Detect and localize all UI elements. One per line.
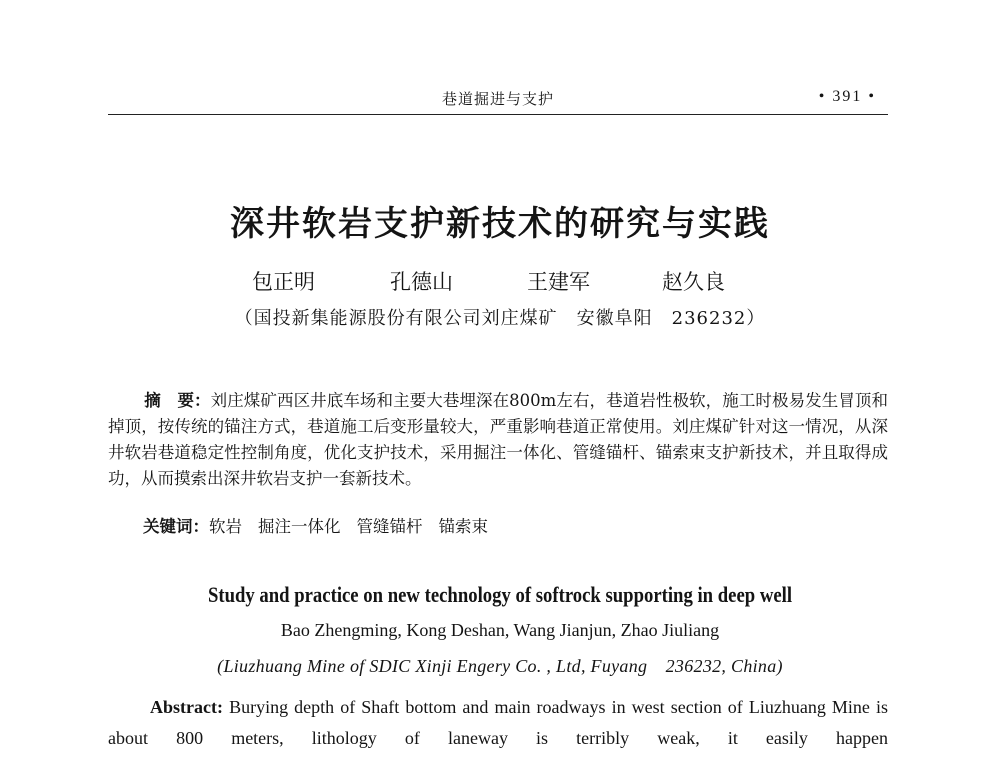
abstract-text-en: Burying depth of Shaft bottom and main roadways in west section of Liuzhuang Mine is about 800 meters, lithology of laneway is terribly weak, it easily happen [108, 697, 889, 748]
author-cn: 赵久良 [662, 270, 725, 294]
author-cn: 包正明 [252, 270, 315, 294]
affiliation-cn: （国投新集能源股份有限公司刘庄煤矿 安徽阜阳 236232） [234, 308, 766, 329]
keyword: 掘注一体化 [258, 517, 341, 536]
keyword: 锚索束 [438, 517, 488, 536]
authors-cn [252, 266, 752, 296]
paper-title-cn: 深井软岩支护新技术的研究与实践 [230, 204, 770, 244]
keyword: 管缝锚杆 [356, 517, 423, 536]
keyword: 软岩 [209, 517, 242, 536]
abstract-cn [108, 388, 888, 492]
running-header [108, 86, 888, 116]
header-rule [108, 114, 888, 115]
abstract-label-cn: 摘 要： [144, 391, 211, 410]
keywords-label-cn: 关键词： [143, 517, 209, 536]
paper-title-en: Study and practice on new technology of softrock supporting in deep well [207, 582, 793, 607]
affiliation-en: (Liuzhuang Mine of SDIC Xinji Engery Co. , Ltd, Fuyang 236232, China) [217, 656, 783, 676]
abstract-text-cn: 刘庄煤矿西区井底车场和主要大巷埋深在800m左右，巷道岩性极软，施工时极易发生冒顶和掉顶，按传统的锚注方式，巷道施工后变形量较大，严重影响巷道正常使用。刘庄煤矿针对这一情况，从深井软岩巷道稳定性控制角度，优化支护技术，采用掘注一体化、管缝锚杆、锚索束支护新技术，并且取得成功，从而摸索出深井软岩支护一套新技术。 [108, 391, 889, 488]
keywords-cn [143, 514, 843, 540]
authors-en: Bao Zhengming, Kong Deshan, Wang Jianjun, Zhao Jiuliang [280, 620, 720, 640]
abstract-en: Abstract: Burying depth of Shaft bottom and main roadways in west section of Liuzhuang Mine is about 800 meters, lithology of laneway is terribly weak, it easily happen [108, 697, 889, 748]
page-number: • 391 • [818, 88, 876, 105]
running-title: 巷道掘进与支护 [441, 90, 554, 108]
abstract-label-en: Abstract [150, 697, 217, 717]
author-cn: 王建军 [527, 270, 590, 294]
author-cn: 孔德山 [390, 270, 453, 294]
